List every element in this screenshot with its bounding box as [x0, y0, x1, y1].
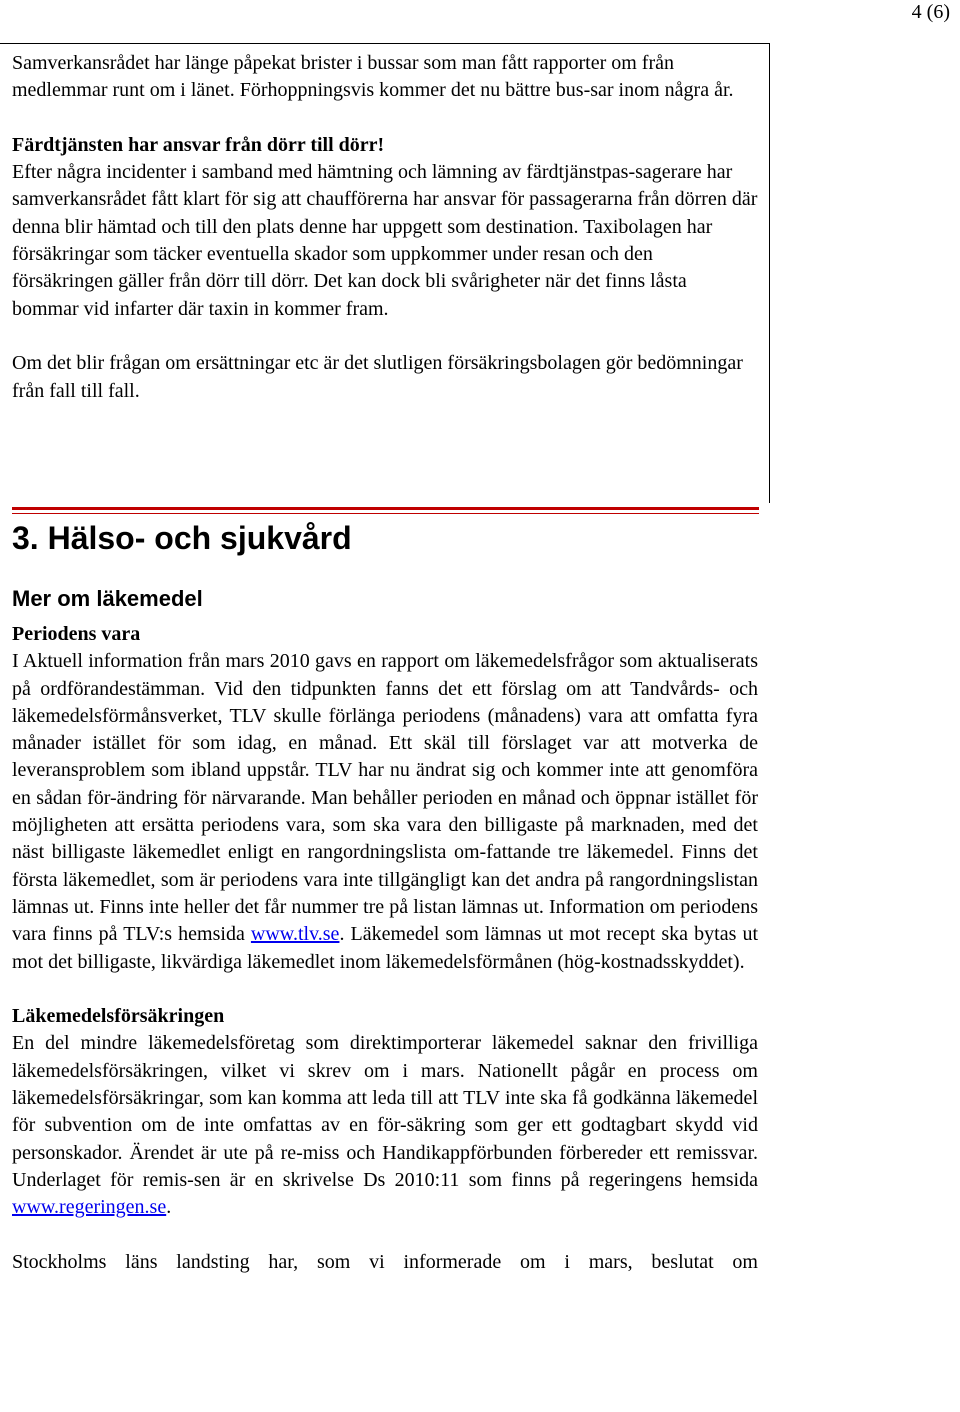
blank-line [12, 105, 758, 132]
section-title: 3. Hälso- och sjukvård [12, 520, 352, 556]
fardtjanst-heading: Färdtjänsten har ansvar från dörr till dörr! [12, 133, 385, 156]
periodens-vara-text-end: . Läkemedel som lämnas ut mot recept ska bytas ut mot det billigaste, likvärdiga läkemedlet inom läkemedelsförmånen (hög-kostnadsskyddet). [12, 923, 759, 973]
section-rule-thin [12, 513, 759, 514]
lakemedelsforsakringen-heading: Läkemedelsförsäkringen [12, 1005, 225, 1028]
blank-line [12, 976, 758, 1003]
lakemedelsforsakringen-text: En del mindre läkemedelsföretag som direktimporterar läkemedel saknar den frivilliga läkemedelsförsäkringen, vilket vi skrev om i mars. Nationellt pågår en process om läkemedelsförsäkringar, som kan komma att leda till att TLV inte ska få godkänna läkemedel för subvention om de inte omfattas av en för-säkring som ger ett godtagbart skydd vid personskador. Ärendet är ute på re-miss och Handikappförbunden förbereder ett remissvar. Underlaget för remis-sen är en skrivelse Ds 2010:11 som finns på regeringens hemsida [12, 1032, 758, 1191]
info-box [12, 50, 758, 405]
regeringen-link[interactable]: www.regeringen.se [12, 1196, 167, 1219]
lakemedelsforsakringen-text-end: . [166, 1196, 172, 1219]
fardtjanst-paragraph: Efter några incidenter i samband med hämtning och lämning av färdtjänstpas-sagerare har samverkansrådet fått klart för sig att chaufförerna har ansvar för passagerarna från dörren där denna blir hämtad och till den plats denne har uppgett som destination. Taxibolagen har försäkringar som täcker eventuella skador som uppkommer under resan och den försäkringen gäller från dörr till dörr. Det kan dock bli svårigheter när det finns låsta bommar vid infarter där taxin in kommer fram. [12, 161, 758, 320]
landsting-paragraph: Stockholms läns landsting har, som vi informerade om i mars, beslutat om [12, 1250, 758, 1273]
box-border-right [769, 43, 770, 503]
periodens-vara-paragraph [12, 648, 758, 976]
page-number: 4 (6) [911, 1, 950, 23]
periodens-vara-text: I Aktuell information från mars 2010 gavs en rapport om läkemedelsfrågor som aktualiserats på ordförandestämman. Vid den tidpunkten fanns det ett förslag om att Tandvårds- och läkemedelsförmånsverket, TLV skulle förlänga periodens (månadens) vara att omfatta fyra månader istället för som idag, en månad. Ett skäl till förslaget var att motverka de leveransproblem som ibland uppstår. TLV har nu ändrat sig och kommer inte att genomföra en sådan för-ändring för närvarande. Man behåller perioden en månad och öppnar istället för möjligheten att ersätta periodens vara, som ska vara den billigaste på marknaden, med det näst billigaste läkemedlet enligt en rangordningslista om-fattande tre läkemedel. Finns det första läkemedlet, som är periodens vara inte tillgängligt kan det andra på rangordningslistan lämnas ut. Finns inte heller det får nummer tre på listan lämnas ut. Information om periodens vara finns på TLV:s hemsida [12, 650, 758, 946]
blank-line [12, 1222, 758, 1249]
bus-paragraph: Samverkansrådet har länge påpekat brister i bussar som man fått rapporter om från medlemmar runt om i länet. Förhoppningsvis kommer det nu bättre bus-sar inom några år. [12, 52, 734, 102]
periodens-vara-heading: Periodens vara [12, 623, 141, 645]
compensation-paragraph: Om det blir frågan om ersättningar etc är det slutligen försäkringsbolagen gör bedömningar från fall till fall. [12, 352, 743, 402]
section-subtitle: Mer om läkemedel [12, 586, 203, 611]
box-border-top [0, 43, 770, 44]
blank-line [12, 323, 758, 350]
medicine-content [12, 621, 758, 1276]
lakemedelsforsakringen-paragraph [12, 1030, 758, 1221]
tlv-link[interactable]: www.tlv.se [250, 923, 340, 946]
section-rule-thick [12, 507, 759, 510]
